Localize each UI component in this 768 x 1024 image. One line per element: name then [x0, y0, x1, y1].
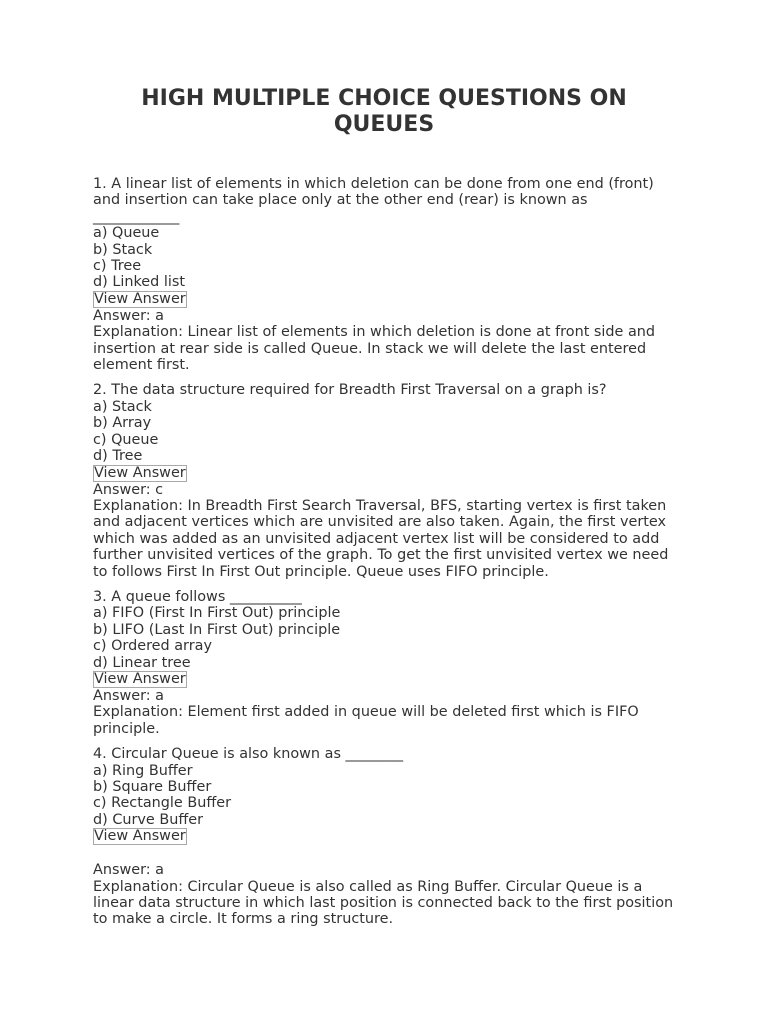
option-c: c) Queue	[93, 431, 159, 448]
option-a: a) Queue	[93, 225, 160, 242]
question-text: 2. The data structure required for Breadth First Traversal on a graph is?	[93, 382, 607, 399]
answer-text: Answer: a	[93, 862, 164, 879]
option-a: a) Ring Buffer	[93, 762, 193, 779]
spacer	[93, 845, 675, 862]
option-c: c) Tree	[93, 258, 142, 275]
explanation-text: Explanation: Linear list of elements in which deletion is done at front side and insertion at rear side is called Queue. In stack we will delete the last entered element first.	[93, 324, 656, 374]
answer-text: Answer: a	[93, 687, 164, 704]
question-text: 3. A queue follows __________	[93, 588, 302, 605]
option-c: c) Rectangle Buffer	[93, 795, 232, 812]
explanation-text: Explanation: In Breadth First Search Traversal, BFS, starting vertex is first taken and adjacent vertices which are unvisited are also taken. Again, the first vertex which was added as an unvisited adjacent vertex list will be considered to add further unvisited vertices of the graph. To get the first unvisited vertex we need to follows First In First Out principle. Queue uses FIFO principle.	[93, 497, 669, 580]
option-b: b) LIFO (Last In First Out) principle	[93, 621, 341, 638]
option-b: b) Stack	[93, 241, 153, 258]
question-2	[93, 382, 675, 579]
option-d: d) Tree	[93, 448, 143, 465]
view-answer-button[interactable]: View Answer	[94, 464, 186, 481]
option-a: a) Stack	[93, 398, 152, 415]
option-b: b) Array	[93, 415, 152, 432]
question-text: 1. A linear list of elements in which deletion can be done from one end (front) and insertion can take place only at the other end (rear) is known as ____________	[93, 176, 654, 225]
answer-text: Answer: a	[93, 307, 164, 324]
question-4	[93, 746, 675, 928]
question-text: 4. Circular Queue is also known as ________	[93, 746, 404, 763]
question-3	[93, 589, 675, 737]
option-c: c) Ordered array	[93, 638, 212, 655]
explanation-text: Explanation: Circular Queue is also called as Ring Buffer. Circular Queue is a linear data structure in which last position is connected back to the first position to make a circle. It forms a ring structure.	[93, 878, 674, 928]
explanation-text: Explanation: Element first added in queue will be deleted first which is FIFO principle.	[93, 704, 639, 737]
option-d: d) Linear tree	[93, 654, 191, 671]
page-title: HIGH MULTIPLE CHOICE QUESTIONS ON QUEUES	[141, 86, 627, 137]
option-d: d) Linked list	[93, 274, 185, 291]
option-d: d) Curve Buffer	[93, 811, 204, 828]
question-1	[93, 176, 675, 373]
view-answer-button[interactable]: View Answer	[94, 290, 186, 307]
view-answer-button[interactable]: View Answer	[94, 828, 186, 845]
option-a: a) FIFO (First In First Out) principle	[93, 605, 341, 622]
answer-text: Answer: c	[93, 481, 164, 498]
view-answer-button[interactable]: View Answer	[94, 670, 186, 687]
option-b: b) Square Buffer	[93, 779, 212, 795]
